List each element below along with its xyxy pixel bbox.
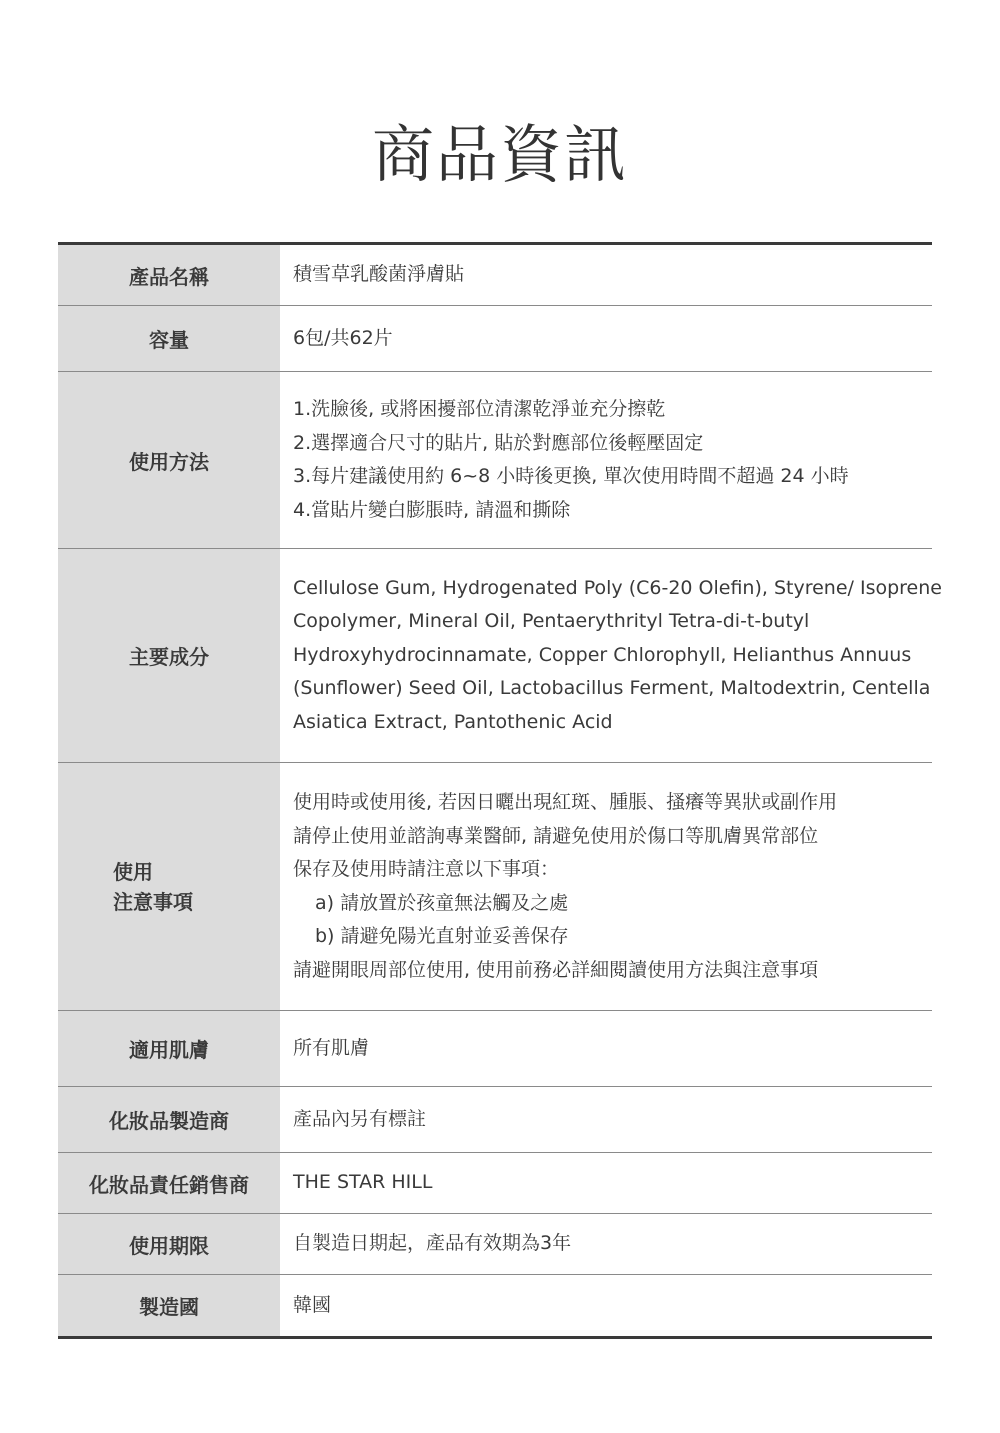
label-precautions	[58, 763, 280, 1010]
capacity-text: 6包/共62片	[293, 326, 393, 349]
row-usage	[58, 372, 932, 549]
precaution-line-3: 保存及使用時請注意以下事項：	[293, 858, 560, 880]
value-product-name	[280, 245, 932, 305]
row-capacity	[58, 306, 932, 372]
label-usage: 使用方法	[58, 372, 280, 548]
usage-step-1: 1.洗臉後, 或將困擾部位清潔乾淨並充分擦乾	[293, 398, 666, 420]
usage-step-2: 2.選擇適合尺寸的貼片, 貼於對應部位後輕壓固定	[293, 431, 704, 454]
row-skin-type	[58, 1011, 932, 1087]
row-product-name	[58, 245, 932, 306]
shelf-life-text: 自製造日期起，產品有效期為3年	[293, 1232, 572, 1255]
row-responsible-seller	[58, 1153, 932, 1214]
precaution-item-a: a) 請放置於孩童無法觸及之處	[315, 891, 569, 914]
manufacturer-text: 產品內另有標註	[293, 1107, 427, 1130]
product-name-text: 積雪草乳酸菌淨膚貼	[293, 263, 465, 286]
value-ingredients	[280, 549, 953, 762]
value-country	[280, 1275, 932, 1336]
precaution-line-2: 請停止使用並諮詢專業醫師, 請避免使用於傷口等肌膚異常部位	[293, 824, 819, 847]
label-skin-type: 適用肌膚	[58, 1011, 280, 1086]
value-precautions	[280, 763, 932, 1010]
page-title: 商品資訊	[371, 118, 628, 191]
value-manufacturer	[280, 1087, 932, 1152]
country-text: 韓國	[293, 1293, 332, 1316]
label-precautions-line1: 使用	[113, 859, 153, 884]
row-ingredients	[58, 549, 942, 763]
row-country	[58, 1275, 932, 1336]
label-shelf-life: 使用期限	[58, 1214, 280, 1274]
value-responsible-seller	[280, 1153, 932, 1213]
product-info-table	[58, 242, 942, 1339]
label-precautions-line2: 注意事項	[113, 889, 193, 914]
value-skin-type	[280, 1011, 932, 1086]
usage-step-3: 3.每片建議使用約 6~8 小時後更換, 單次使用時間不超過 24 小時	[293, 465, 849, 487]
row-precautions	[58, 763, 932, 1011]
label-capacity: 容量	[58, 306, 280, 371]
precaution-line-1: 使用時或使用後, 若因日曬出現紅斑、腫脹、搔癢等異狀或副作用	[293, 791, 838, 813]
skin-type-text: 所有肌膚	[293, 1036, 370, 1059]
label-country: 製造國	[58, 1275, 280, 1336]
row-shelf-life	[58, 1214, 932, 1275]
label-responsible-seller: 化妝品責任銷售商	[58, 1153, 280, 1213]
ingredients-text: Cellulose Gum, Hydrogenated Poly (C6-20 Olefin), Styrene/ Isoprene Copolymer, Mineral Oil, Pentaerythrityl Tetra-di-t-butyl Hydroxyhydrocinnamate, Copper Chlorophyll, Helianthus Annuus (Sunflower) Seed Oil, Lactobacillus Ferment, Maltodextrin, Centella Asiatica Extract, Pantothenic Acid	[293, 576, 942, 733]
precaution-line-6: 請避開眼周部位使用, 使用前務必詳細閱讀使用方法與注意事項	[293, 958, 819, 981]
value-capacity	[280, 306, 932, 371]
usage-step-4: 4.當貼片變白膨脹時, 請溫和撕除	[293, 498, 571, 521]
label-ingredients: 主要成分	[58, 549, 280, 762]
precaution-item-b: b) 請避免陽光直射並妥善保存	[315, 925, 569, 947]
label-manufacturer: 化妝品製造商	[58, 1087, 280, 1152]
responsible-seller-text: THE STAR HILL	[293, 1171, 433, 1194]
value-usage	[280, 372, 932, 548]
value-shelf-life	[280, 1214, 932, 1274]
row-manufacturer	[58, 1087, 932, 1153]
label-product-name: 產品名稱	[58, 245, 280, 305]
